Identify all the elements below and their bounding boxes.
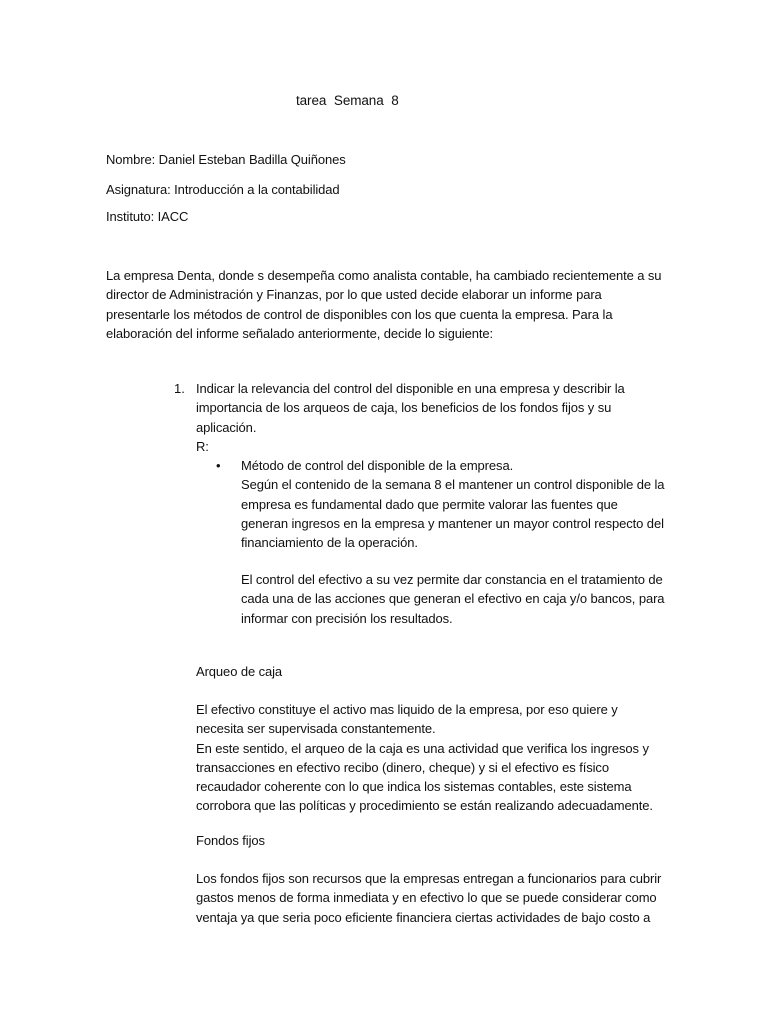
bullet-line: generan ingresos en la empresa y mantener un mayor control respecto del — [241, 515, 664, 531]
section-heading-fondos: Fondos fijos — [196, 833, 265, 848]
arqueo-line: recaudador coherente con lo que indica los sistemas contables, este sistema — [196, 779, 632, 795]
student-name: Nombre: Daniel Esteban Badilla Quiñones — [106, 152, 346, 167]
intro-line: elaboración del informe señalado anteriormente, decide lo siguiente: — [106, 325, 494, 341]
section-heading-arqueo: Arqueo de caja — [196, 664, 283, 679]
bullet-line: informar con precisión los resultados. — [241, 610, 453, 626]
arqueo-line: transacciones en efectivo recibo (dinero, cheque) y si el efectivo es físico — [196, 759, 609, 775]
bullet-line: empresa es fundamental dado que permite valorar las fuentes que — [241, 496, 618, 512]
bullet-heading: Método de control del disponible de la empresa. — [241, 458, 514, 473]
document-title: tarea Semana 8 — [296, 93, 399, 108]
bullet-content — [241, 456, 664, 552]
list-number: 1. — [174, 381, 185, 396]
question-item — [196, 379, 625, 456]
course-name: Asignatura: Introducción a la contabilidad — [106, 182, 340, 197]
fondos-line: gastos menos de forma inmediata y en efectivo lo que se puede considerar como — [196, 890, 657, 906]
fondos-line: ventaja ya que seria poco eficiente financiera ciertas actividades de bajo costo a — [196, 909, 651, 925]
institute-name: Instituto: IACC — [106, 209, 189, 224]
bullet-line: El control del efectivo a su vez permite dar constancia en el tratamiento de — [241, 572, 663, 587]
arqueo-line: corrobora que las políticas y procedimiento se están realizando adecuadamente. — [196, 798, 653, 814]
question-line: aplicación. — [196, 419, 257, 435]
bullet-line: cada una de las acciones que generan el efectivo en caja y/o bancos, para — [241, 591, 665, 607]
bullet-paragraph-2 — [241, 570, 664, 628]
intro-line: La empresa Denta, donde s desempeña como analista contable, ha cambiado recientemente a su — [106, 268, 662, 283]
bullet-line: Según el contenido de la semana 8 el mantener un control disponible de la — [241, 477, 665, 493]
arqueo-line: En este sentido, el arqueo de la caja es una actividad que verifica los ingresos y — [196, 740, 649, 756]
intro-line: presentarle los métodos de control de disponibles con los que cuenta la empresa. Para la — [106, 306, 613, 322]
intro-line: director de Administración y Finanzas, por lo que usted decide elaborar un informe para — [106, 287, 602, 303]
bullet-icon: • — [216, 458, 221, 473]
arqueo-paragraph — [196, 700, 653, 816]
question-line: R: — [196, 438, 209, 454]
fondos-line: Los fondos fijos son recursos que la empresas entregan a funcionarios para cubrir — [196, 871, 662, 886]
arqueo-line: El efectivo constituye el activo mas liquido de la empresa, por eso quiere y — [196, 702, 618, 717]
intro-paragraph — [106, 266, 661, 343]
fondos-paragraph — [196, 869, 661, 927]
question-line: importancia de los arqueos de caja, los beneficios de los fondos fijos y su — [196, 400, 612, 416]
bullet-line: financiamiento de la operación. — [241, 535, 418, 551]
arqueo-line: necesita ser supervisada constantemente. — [196, 721, 436, 737]
question-line: Indicar la relevancia del control del disponible en una empresa y describir la — [196, 381, 625, 396]
